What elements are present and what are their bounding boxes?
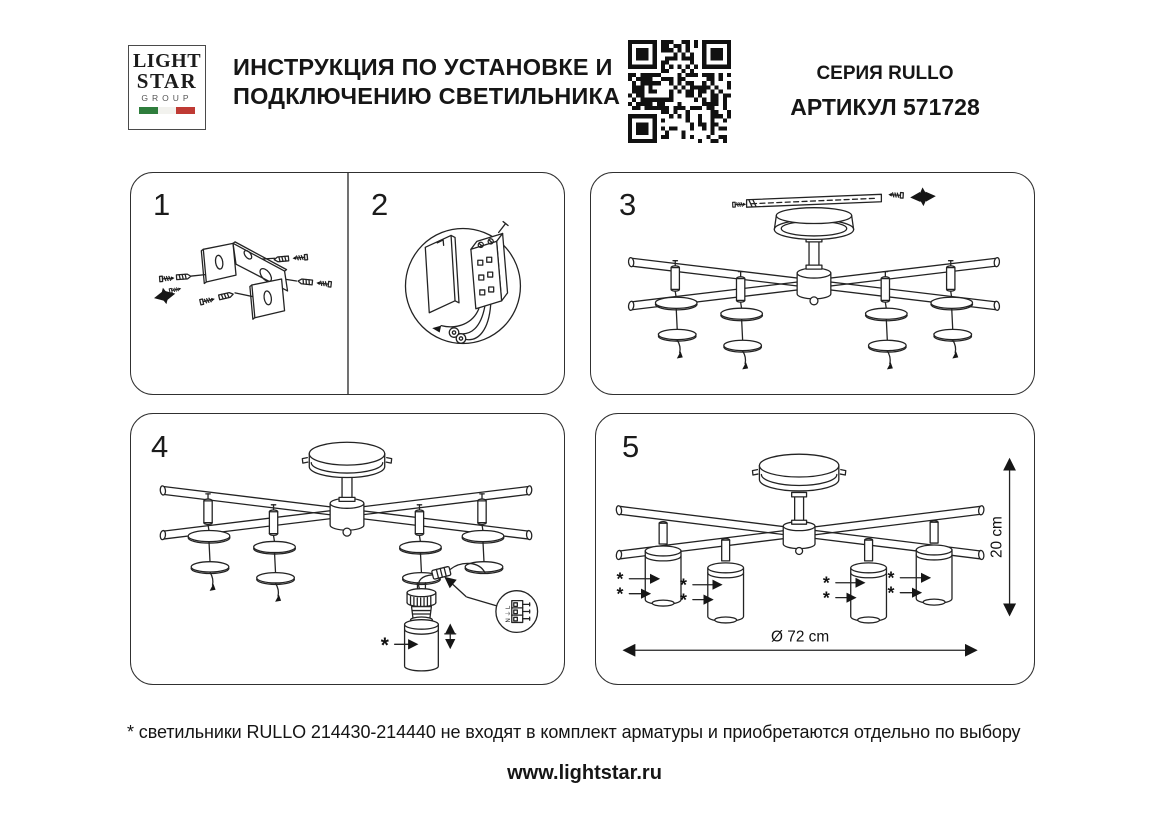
screw-icon: [316, 280, 331, 287]
series-label: СЕРИЯ RULLO: [816, 63, 954, 84]
bracket-diagram: [155, 242, 332, 319]
wire-connector: [432, 566, 451, 579]
asterisk-marker: *: [887, 567, 895, 588]
asterisk-marker: *: [680, 589, 687, 610]
lamp-holder: [721, 272, 763, 370]
asterisk-marker: *: [822, 587, 830, 608]
anchor-icon: [274, 256, 289, 262]
asterisk-marker: *: [616, 583, 624, 604]
logo-text-group: GROUP: [141, 93, 193, 103]
anchor-icon: [176, 274, 191, 280]
lamp-holder: [188, 494, 230, 591]
panel-steps-1-2: [130, 172, 565, 395]
up-down-arrow-icon: [445, 625, 456, 647]
anchor-icon: [219, 292, 234, 300]
title-line-2: ПОДКЛЮЧЕНИЮ СВЕТИЛЬНИКА: [233, 82, 621, 109]
lamp-holder: [866, 272, 908, 370]
asterisk-marker: *: [887, 582, 895, 603]
step-3-diagram: [591, 173, 1034, 394]
lightstar-logo: [128, 45, 206, 130]
spotlight-lamp: [645, 522, 681, 606]
stem-and-canopy: [302, 442, 391, 501]
adjust-cross-arrow-icon: [912, 189, 935, 205]
diameter-dimension: [624, 628, 975, 650]
qr-code: [628, 40, 731, 143]
central-hub: [797, 268, 831, 305]
terminal-magnifier: [444, 577, 537, 633]
central-hub: [783, 522, 815, 555]
spotlight-lamp: [708, 538, 744, 622]
spotlight-lamp: [916, 521, 952, 605]
spotlight-lamp: [851, 538, 887, 622]
screw-icon: [733, 202, 747, 207]
asterisk-marker: *: [616, 568, 624, 589]
lamp-holder: [931, 261, 973, 359]
article-label: АРТИКУЛ 571728: [790, 94, 980, 120]
screw-icon: [292, 254, 307, 261]
screw-icon: [160, 275, 175, 281]
stem-and-canopy: [733, 189, 935, 269]
step-4-number: 4: [151, 429, 169, 464]
page-title: [233, 53, 620, 110]
stem-and-canopy: [752, 454, 845, 524]
panel-step-4: [130, 413, 565, 685]
height-label: 20 cm: [988, 516, 1006, 559]
italian-flag-icon: [139, 107, 195, 114]
flag-red: [176, 107, 195, 114]
screw-icon: [200, 296, 216, 305]
central-hub: [330, 498, 364, 536]
step-5-diagram: [596, 414, 1034, 684]
footnote: * светильники RULLO 214430-214440 не входят в комплект арматуры и приобретаются отдельно по выбору: [127, 722, 1021, 742]
website-url: www.lightstar.ru: [507, 762, 662, 784]
step-1-number: 1: [153, 187, 171, 222]
step-5-number: 5: [622, 429, 640, 464]
screw-icon: [169, 286, 182, 293]
screw-icon: [888, 192, 903, 198]
logo-text-light: LIGHT: [132, 50, 202, 72]
step-4-diagram: [131, 414, 564, 684]
asterisk-marker: *: [822, 572, 830, 593]
wiring-detail-diagram: [405, 222, 520, 344]
lamp-holder: [462, 494, 504, 574]
title-line-1: ИНСТРУКЦИЯ ПО УСТАНОВКЕ И: [233, 54, 613, 80]
flag-white: [158, 107, 177, 114]
asterisk-marker: *: [680, 574, 687, 595]
flag-green: [139, 107, 158, 114]
terminal-labels: N ⏚ L: [505, 605, 512, 623]
height-dimension: [989, 460, 1010, 615]
product-info: [770, 63, 1000, 121]
panel-step-5: [595, 413, 1035, 685]
lamp-holder: [655, 261, 697, 359]
panel-step-3: [590, 172, 1035, 395]
anchor-icon: [298, 279, 313, 285]
step-3-number: 3: [619, 187, 637, 222]
step-2-number: 2: [371, 187, 389, 222]
asterisk-marker: *: [380, 634, 389, 658]
logo-text-star: STAR: [136, 69, 198, 93]
steps-1-2-diagram: [131, 173, 564, 394]
diameter-label: Ø 72 cm: [771, 628, 830, 646]
